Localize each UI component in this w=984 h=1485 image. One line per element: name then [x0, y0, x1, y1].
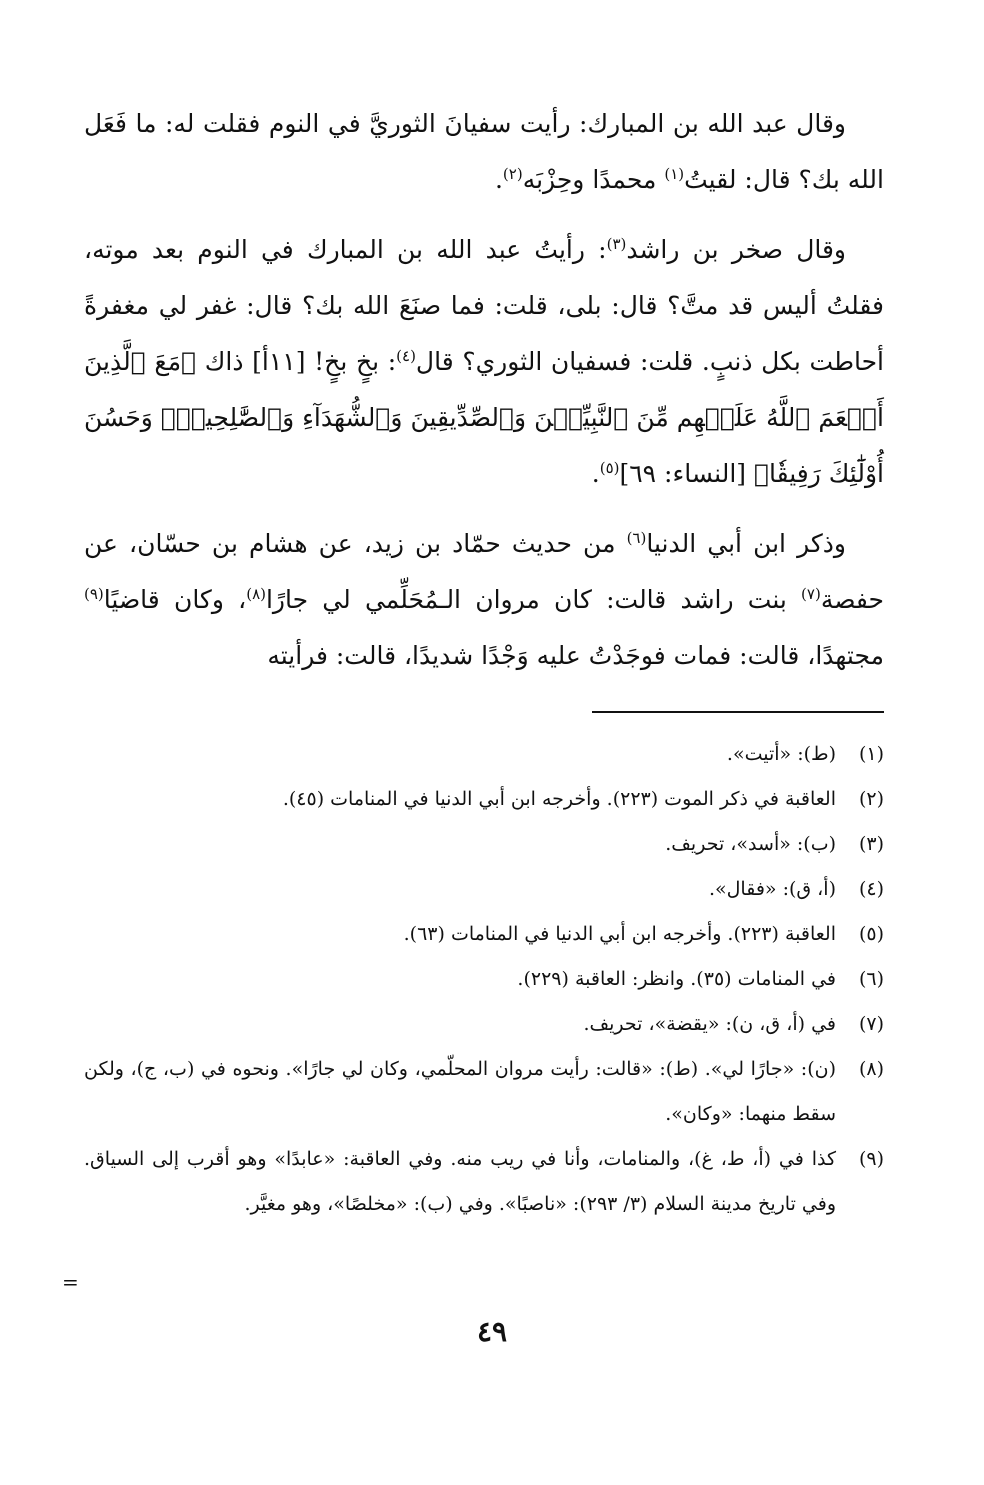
continuation-mark: = — [62, 1270, 79, 1294]
paragraph-2-text-d: . — [591, 459, 600, 488]
footnote-item — [84, 732, 884, 777]
paragraph-1-text-a: وقال عبد الله بن المبارك: رأيت سفيانَ الثوريَّ في النوم فقلت له: ما فَعَل الله بك؟ قال: لقيتُ — [84, 109, 884, 194]
footnote-number: (٨) — [858, 1058, 884, 1080]
paragraph-2 — [84, 222, 884, 502]
paragraph-2-text-c: : بخٍ بخٍ! [١١أ] ذاك ﴿مَعَ ٱلَّذِينَ أَنۡعَمَ ٱللَّهُ عَلَيۡهِم مِّنَ ٱلنَّبِيِّـۧنَ وَٱلصِّدِّيقِينَ وَٱلشُّهَدَآءِ وَٱلصَّٰلِحِينَۚ وَحَسُنَ أُوْلَٰٓئِكَ رَفِيقٗا﴾ [النساء: ٦٩] — [84, 347, 884, 488]
footnote-item — [84, 822, 884, 867]
footnote-number: (٩) — [858, 1148, 884, 1170]
footnote-item — [84, 1137, 884, 1227]
paragraph-3-text-d: ، وكان قاضيًا — [103, 585, 247, 614]
footnotes — [84, 732, 884, 1227]
footnote-text: (ب): «أسد»، تحريف. — [665, 833, 836, 855]
footnote-ref-5[interactable]: (٥) — [599, 459, 620, 477]
footnote-ref-7[interactable]: (٧) — [801, 585, 821, 603]
footnote-text: العاقبة (٢٢٣). وأخرجه ابن أبي الدنيا في المنامات (٦٣). — [403, 923, 836, 945]
footnote-item — [84, 867, 884, 912]
paragraph-1-text-c: . — [494, 165, 503, 194]
footnote-text: (ط): «أتيت». — [726, 743, 836, 765]
footnote-text: (أ، ق): «فقال». — [708, 878, 836, 900]
footnote-number: (٣) — [858, 833, 884, 855]
footnote-item — [84, 1002, 884, 1047]
footnote-ref-3[interactable]: (٣) — [606, 235, 627, 253]
footnote-item — [84, 1047, 884, 1137]
footnote-ref-4[interactable]: (٤) — [396, 347, 416, 365]
paragraph-3-text-c: بنت راشد قالت: كان مروان الـمُحَلِّمي لي جارًا — [265, 585, 802, 614]
footnote-separator — [592, 711, 884, 713]
footnote-text: في (أ، ق، ن): «يقضة»، تحريف. — [583, 1013, 836, 1035]
footnote-number: (٧) — [858, 1013, 884, 1035]
paragraph-3-text-e: مجتهدًا، قالت: فمات فوجَدْتُ عليه وَجْدًا شديدًا، قالت: فرأيته — [267, 641, 884, 670]
footnote-ref-9[interactable]: (٩) — [84, 585, 104, 603]
paragraph-3 — [84, 516, 884, 684]
footnote-text: العاقبة في ذكر الموت (٢٢٣). وأخرجه ابن أبي الدنيا في المنامات (٤٥). — [282, 788, 836, 810]
footnote-number: (٥) — [858, 923, 884, 945]
footnote-text: كذا في (أ، ط، غ)، والمنامات، وأنا في ريب منه. وفي العاقبة: «عابدًا» وهو أقرب إلى السياق. وفي تاريخ مدينة السلام (٣/ ٢٩٣): «ناصبًا». وفي (ب): «مخلصًا»، وهو مغيَّر. — [84, 1148, 836, 1215]
footnote-ref-1[interactable]: (١) — [664, 165, 685, 183]
footnote-number: (١) — [858, 743, 884, 765]
footnote-text: في المنامات (٣٥). وانظر: العاقبة (٢٢٩). — [517, 968, 836, 990]
paragraph-3-text-a: وذكر ابن أبي الدنيا — [646, 529, 846, 558]
paragraph-1 — [84, 96, 884, 208]
footnote-number: (٢) — [858, 788, 884, 810]
paragraph-2-text-a: وقال صخر بن راشد — [626, 235, 846, 264]
footnote-item — [84, 912, 884, 957]
footnote-ref-6[interactable]: (٦) — [626, 529, 647, 547]
paragraph-1-text-b: محمدًا وحِزْبَه — [522, 165, 665, 194]
footnote-number: (٤) — [858, 878, 884, 900]
paragraph-2-text-b: : رأيتُ عبد الله بن المبارك في النوم بعد موته، فقلتُ أليس قد متَّ؟ قال: بلى، قلت: فما صنَعَ الله بك؟ قال: غفر لي مغفرةً أحاطت بكل ذنبٍ. قلت: فسفيان الثوري؟ قال — [84, 235, 884, 376]
footnote-text: (ن): «جارًا لي». (ط): «قالت: رأيت مروان المحلّمي، وكان لي جارًا». ونحوه في (ب، ج)، ولكن سقط منهما: «وكان». — [84, 1058, 836, 1125]
main-text — [84, 96, 884, 698]
footnote-ref-2[interactable]: (٢) — [502, 165, 523, 183]
paragraph-3-text-b: من حديث حمّاد بن زيد، عن هشام بن حسّان، عن حفصة — [84, 529, 885, 614]
footnote-item — [84, 777, 884, 822]
footnote-number: (٦) — [858, 968, 884, 990]
footnote-item — [84, 957, 884, 1002]
footnote-ref-8[interactable]: (٨) — [246, 585, 266, 603]
page-number: ٤٩ — [476, 1315, 508, 1348]
